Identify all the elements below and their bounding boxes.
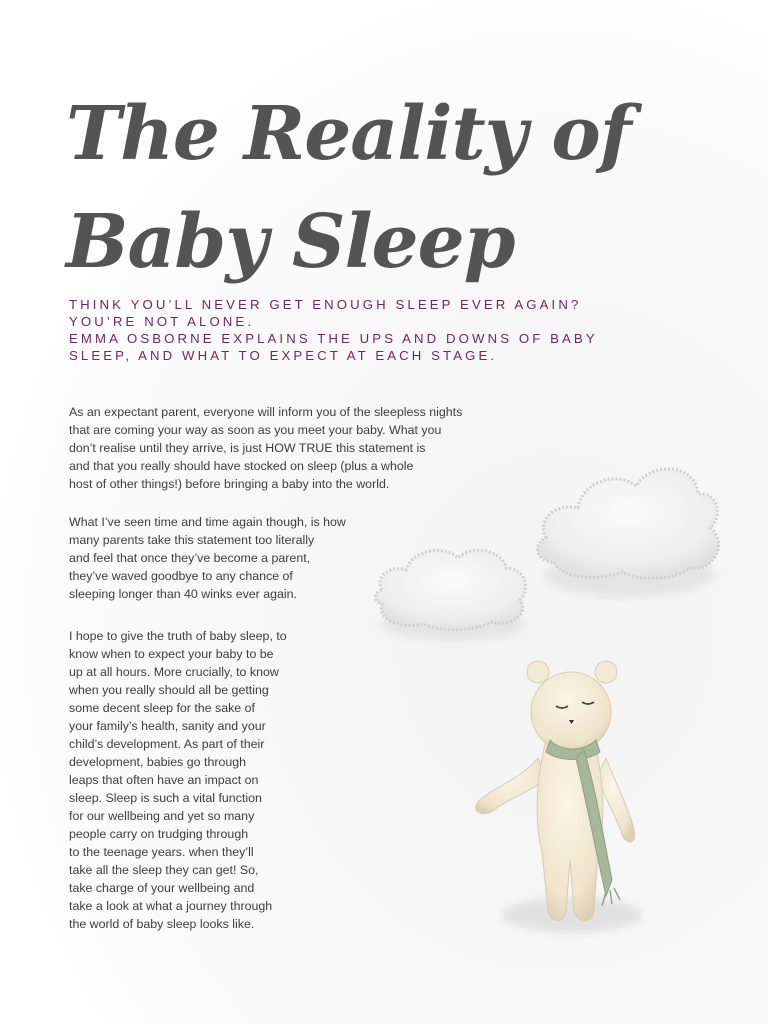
paragraph-line: don’t realise until they arrive, is just HOW TRUE this statement is: [69, 441, 426, 455]
paragraph-line: know when to expect your baby to be: [69, 647, 274, 661]
paragraph-line: take a look at what a journey through: [69, 899, 273, 913]
paragraph-line: and feel that once they’ve become a parent,: [69, 551, 311, 565]
paragraph-line: the world of baby sleep looks like.: [69, 917, 255, 931]
paragraph-line: leaps that often have an impact on: [69, 773, 259, 787]
paragraph-line: up at all hours. More crucially, to know: [69, 665, 279, 679]
article-subheading: [69, 296, 669, 364]
paragraph-line: they’ve waved goodbye to any chance of: [69, 569, 293, 583]
paragraph-line: your family’s health, sanity and your: [69, 719, 266, 733]
subhead-line: EMMA OSBORNE EXPLAINS THE UPS AND DOWNS OF BABY: [69, 331, 598, 346]
paragraph-line: I hope to give the truth of baby sleep, to: [69, 629, 287, 643]
title-line-2: Baby Sleep: [66, 199, 515, 285]
paragraph-line: sleep. Sleep is such a vital function: [69, 791, 262, 805]
paragraph-line: take charge of your wellbeing and: [69, 881, 255, 895]
body-paragraph-3: [69, 627, 287, 933]
paragraph-line: people carry on trudging through: [69, 827, 249, 841]
paragraph-line: What I’ve seen time and time again though, is how: [69, 515, 346, 529]
article-title: [66, 80, 706, 296]
paragraph-line: child’s development. As part of their: [69, 737, 265, 751]
subhead-line: SLEEP, AND WHAT TO EXPECT AT EACH STAGE.: [69, 348, 498, 363]
paragraph-line: and that you really should have stocked on sleep (plus a whole: [69, 459, 414, 473]
small-cloud-pillow: [375, 550, 525, 641]
subhead-line: YOU’RE NOT ALONE.: [69, 314, 255, 329]
paragraph-line: development, babies go through: [69, 755, 247, 769]
paragraph-line: take all the sleep they can get! So,: [69, 863, 259, 877]
title-line-1: The Reality of: [66, 91, 631, 177]
paragraph-line: for our wellbeing and yet so many: [69, 809, 255, 823]
paragraph-line: to the teenage years. when they’ll: [69, 845, 254, 859]
paragraph-line: sleeping longer than 40 winks ever again.: [69, 587, 297, 601]
nursery-toys-illustration: [360, 440, 768, 960]
paragraph-line: host of other things!) before bringing a baby into the world.: [69, 477, 390, 491]
large-cloud-pillow: [538, 469, 719, 597]
paragraph-line: that are coming your way as soon as you meet your baby. What you: [69, 423, 442, 437]
subhead-line: THINK YOU’LL NEVER GET ENOUGH SLEEP EVER AGAIN?: [69, 297, 582, 312]
body-paragraph-2: [69, 513, 346, 603]
paragraph-line: As an expectant parent, everyone will inform you of the sleepless nights: [69, 405, 463, 419]
crochet-bear-toy: [476, 661, 642, 933]
paragraph-line: many parents take this statement too literally: [69, 533, 315, 547]
paragraph-line: when you really should all be getting: [69, 683, 269, 697]
paragraph-line: some decent sleep for the sake of: [69, 701, 255, 715]
